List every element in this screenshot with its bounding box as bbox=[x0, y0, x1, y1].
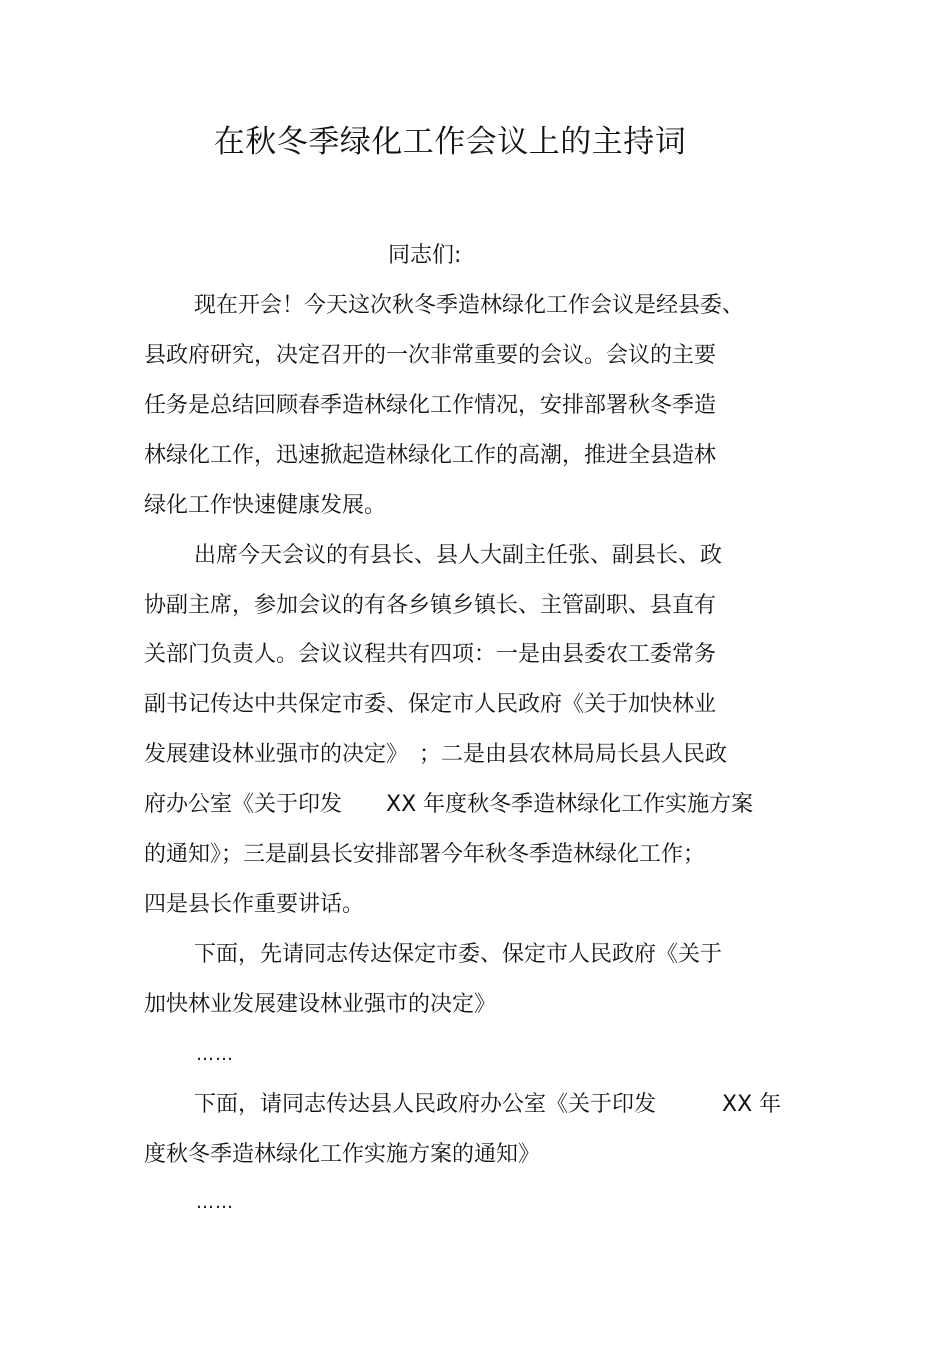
paragraph-line: 发展建设林业强市的决定》 ；二是由县农林局局长县人民政 bbox=[144, 742, 728, 767]
paragraph-line: 关部门负责人。会议议程共有四项：一是由县委农工委常务 bbox=[144, 642, 717, 667]
paragraph-line: 下面，先请同志传达保定市委、保定市人民政府《关于 bbox=[194, 942, 723, 967]
paragraph-line: 四是县长作重要讲话。 bbox=[144, 892, 365, 917]
ellipsis-line: …… bbox=[196, 1192, 234, 1213]
paragraph-line: 副书记传达中共保定市委、保定市人民政府《关于加快林业 bbox=[144, 692, 717, 717]
paragraph-line: 下面，请同志传达县人民政府办公室《关于印发 XX 年 bbox=[194, 1092, 782, 1117]
paragraph-line: 现在开会！今天这次秋冬季造林绿化工作会议是经县委、 bbox=[194, 293, 745, 318]
paragraph-line: 县政府研究，决定召开的一次非常重要的会议。会议的主要 bbox=[144, 343, 717, 368]
salutation: 同志们: bbox=[388, 243, 462, 268]
paragraph-line: 林绿化工作，迅速掀起造林绿化工作的高潮，推进全县造林 bbox=[144, 443, 717, 468]
paragraph-line: 府办公室《关于印发 XX 年度秋冬季造林绿化工作实施方案 bbox=[144, 792, 754, 817]
paragraph-line: 绿化工作快速健康发展。 bbox=[144, 493, 387, 518]
ellipsis-line: …… bbox=[196, 1044, 234, 1065]
paragraph-line: 度秋冬季造林绿化工作实施方案的通知》 bbox=[144, 1142, 541, 1167]
paragraph-line: 出席今天会议的有县长、县人大副主任张、副县长、政 bbox=[194, 543, 723, 568]
paragraph-line: 加快林业发展建设林业强市的决定》 bbox=[144, 992, 497, 1017]
paragraph-line: 任务是总结回顾春季造林绿化工作情况，安排部署秋冬季造 bbox=[144, 393, 717, 418]
document-title: 在秋冬季绿化工作会议上的主持词 bbox=[213, 124, 687, 160]
paragraph-line: 协副主席，参加会议的有各乡镇乡镇长、主管副职、县直有 bbox=[144, 593, 717, 618]
paragraph-line: 的通知》；三是副县长安排部署今年秋冬季造林绿化工作； bbox=[144, 842, 706, 867]
